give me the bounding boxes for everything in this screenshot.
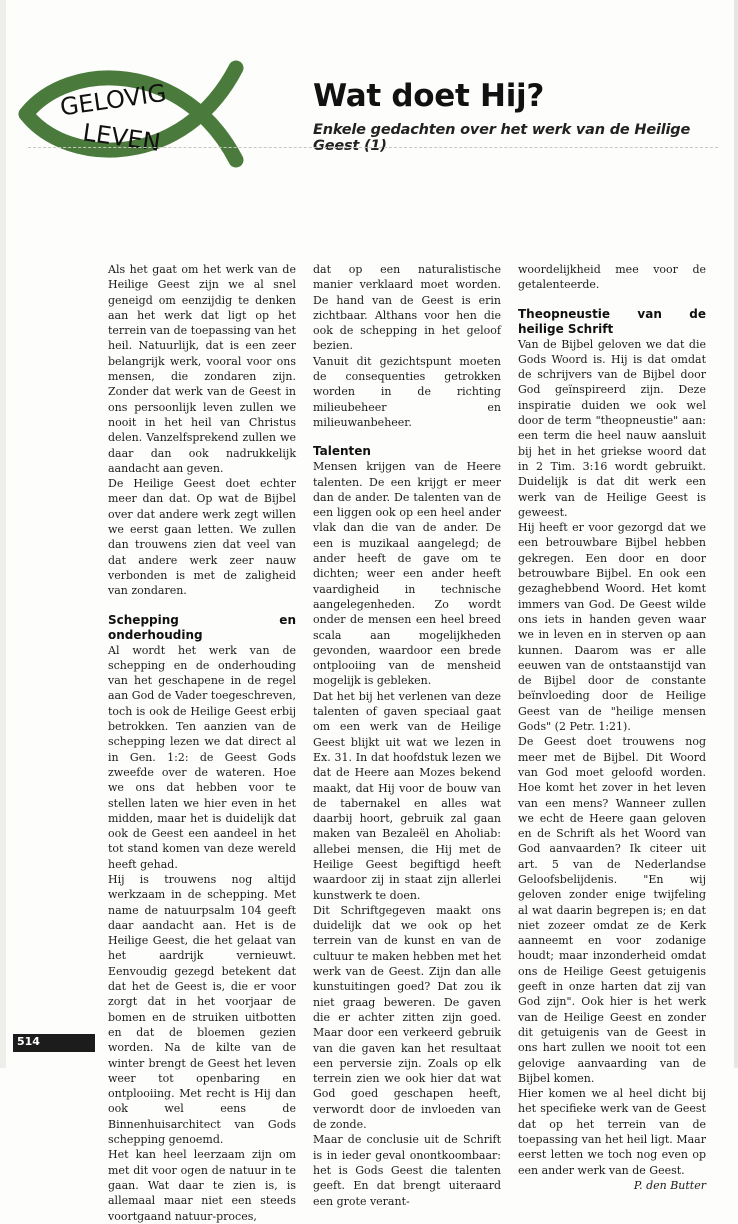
paragraph: Hier komen we al heel dicht bij het specifieke werk van de Geest dat op het terrein van de toepassing van het heil ligt. Maar eerst letten we toch nog even op een ander werk van de Geest.: [518, 1087, 706, 1177]
page-edge: [0, 0, 6, 1068]
logo-word-leven: LEVEN: [81, 118, 163, 157]
column-2: [313, 262, 501, 1209]
paragraph: Vanuit dit gezichtspunt moeten de consequenties getrokken worden in de richting milieubeheer en milieuwanbeheer.: [313, 354, 501, 429]
paragraph: Dat het bij het verlenen van deze talenten of gaven speciaal gaat om een werk van de Heilige Geest blijkt uit wat we lezen in Ex. 31. In dat hoofdstuk lezen we dat de Heere aan Mozes bekend maakt, dat Hij voor de bouw van de tabernakel en alles wat daarbij hoort, gebruik zal gaan maken van Bezaleël en Aholiab: allebei mensen, die Hij met de Heilige Geest begiftigd heeft waardoor zij in staat zijn allerlei kunstwerk te doen.: [313, 689, 501, 902]
page-number-bar: [13, 1034, 95, 1052]
column-1: [108, 262, 296, 1224]
article-subtitle: Enkele gedachten over het werk van de Heilige Geest (1): [313, 122, 691, 154]
paragraph: Van de Bijbel geloven we dat die Gods Woord is. Hij is dat omdat de schrijvers van de Bijbel door God geïnspireerd zijn. Deze inspiratie duiden we ook wel door de term "theopneustie" aan: een term die heel nauw aansluit bij het in het griekse woord dat in 2 Tim. 3:16 wordt gebruikt. Duidelijk is dat dit werk een werk van de Heilige Geest is geweest.: [518, 337, 706, 519]
paragraph: De Heilige Geest doet echter meer dan dat. Op wat de Bijbel over dat andere werk zegt willen we eerst gaan letten. We zullen dan trouwens zien dat veel van dat andere werk zeer nauw verbonden is met de zaligheid van zondaren.: [108, 477, 296, 598]
paragraph: Hij heeft er voor gezorgd dat we een betrouwbare Bijbel hebben gekregen. Een door en door betrouwbare Bijbel. En ook een gezaghebbend Woord. Het komt immers van God. De Geest wilde ons iets in handen geven waar we in leven en in sterven op aan kunnen. Daarom was er alle eeuwen van de ontstaanstijd van de Bijbel door de constante beïnvloeding door de Heilige Geest van de "heilige mensen Gods" (2 Petr. 1:21).: [518, 521, 706, 734]
page-number: 514: [17, 1035, 40, 1048]
paragraph: Hij is trouwens nog altijd werkzaam in de schepping. Met name de natuurpsalm 104 geeft daar aandacht aan. Het is de Heilige Geest, die het gelaat van het aardrijk vernieuwt. Eenvoudig gezegd betekent dat dat het de Geest is, die er voor zorgt dat in het voorjaar de bomen en de struiken uitbotten en dat de bloemen gezien worden. Na de kilte van de winter brengt de Geest het leven weer tot openbaring en ontplooiing. Met recht is Hij dan ook wel eens de Binnenhuisarchitect van Gods schepping genoemd.: [108, 872, 296, 1147]
paragraph: Al wordt het werk van de schepping en de onderhouding van het geschapene in de regel aan God de Vader toegeschreven, toch is ook de Heilige Geest erbij betrokken. Ten aanzien van de schepping lezen we dat direct al in Gen. 1:2: de Geest Gods zweefde over de wateren. Hoe we ons dat hebben voor te stellen laten we hier even in het midden, maar het is duidelijk dat ook de Geest een aandeel in het tot stand komen van deze wereld heeft gehad.: [108, 643, 296, 871]
paragraph: Het kan heel leerzaam zijn om met dit voor ogen de natuur in te gaan. Wat daar te zien is, is allemaal maar niet een steeds voortgaand natuur-proces,: [108, 1148, 296, 1223]
header-divider: [28, 147, 718, 148]
paragraph: Dit Schriftgegeven maakt ons duidelijk dat we ook op het terrein van de kunst en van de cultuur te maken hebben met het werk van de Geest. Zijn dan alle kunstuitingen goed? Dat zou ik niet graag beweren. De gaven die er achter zitten zijn goed. Maar door een verkeerd gebruik van die gaven kan het resultaat een perversie zijn. Zoals op elk terrein zien we ook hier dat wat God goed geschapen heeft, verwordt door de invloeden van de zonde.: [313, 903, 501, 1132]
section-heading-theopneustie: Theopneustie van de heilige Schrift: [518, 306, 706, 336]
paragraph: dat op een naturalistische manier verklaard moet worden. De hand van de Geest is erin zichtbaar. Althans voor hen die ook de schepping in het geloof bezien.: [313, 263, 501, 353]
paragraph: Maar de conclusie uit de Schrift is in ieder geval onontkoombaar: het is Gods Geest die talenten geeft. En dat brengt uiteraard een grote verant-: [313, 1133, 501, 1208]
article-title: Wat doet Hij?: [313, 78, 545, 114]
column-3: [518, 262, 706, 1193]
paragraph: woordelijkheid mee voor de getalenteerde.: [518, 263, 706, 292]
logo-word-gelovig: GELOVIG: [58, 78, 168, 122]
paragraph: Als het gaat om het werk van de Heilige Geest zijn we al snel geneigd om eenzijdig te denken aan het werk dat ligt op het terrein van de toepassing van het heil. Natuurlijk, dat is een zeer belangrijk werk, vooral voor ons mensen, die zondaren zijn. Zonder dat werk van de Geest in ons persoonlijk leven zullen we nooit in het heil van Christus delen. Vanzelfsprekend zullen we daar dan ook nadrukkelijk aandacht aan geven.: [108, 263, 296, 475]
paragraph: De Geest doet trouwens nog meer met de Bijbel. Dit Woord van God moet geloofd worden. Hoe komt het zover in het leven van een mens? Wanneer zullen we echt de Heere gaan geloven en de Schrift als het Woord van God aanvaarden? Ik citeer uit art. 5 van de Nederlandse Geloofsbelijdenis. "En wij geloven zonder enige twijfeling al wat daarin begrepen is; en dat niet zozeer omdat ze de Kerk aanneemt en voor zodanige houdt; maar inzonderheid omdat ons de Heilige Geest getuigenis geeft in onze harten dat zij van God zijn". Ook hier is het werk van de Heilige Geest en zonder dit getuigenis van de Geest in ons hart zullen we nooit tot een gelovige aanvaarding van de Bijbel komen.: [518, 735, 706, 1085]
author-signature: P. den Butter: [633, 1178, 706, 1192]
paragraph: Mensen krijgen van de Heere talenten. De een krijgt er meer dan de ander. De talenten van de een liggen ook op een heel ander vlak dan die van de ander. De een is muzikaal aangelegd; de ander heeft de gave om te dichten; weer een ander heeft vaardigheid in technische aangelegenheden. Zo wordt onder de mensen een heel breed scala aan mogelijkheden gevonden, waardoor een brede ontplooiing van de mensheid mogelijk is gebleken.: [313, 460, 501, 688]
section-heading-schepping: Schepping en onderhouding: [108, 612, 296, 642]
page-edge-right: [734, 0, 738, 1068]
gelovig-leven-fish-logo: [14, 52, 254, 172]
section-heading-talenten: Talenten: [313, 444, 371, 459]
